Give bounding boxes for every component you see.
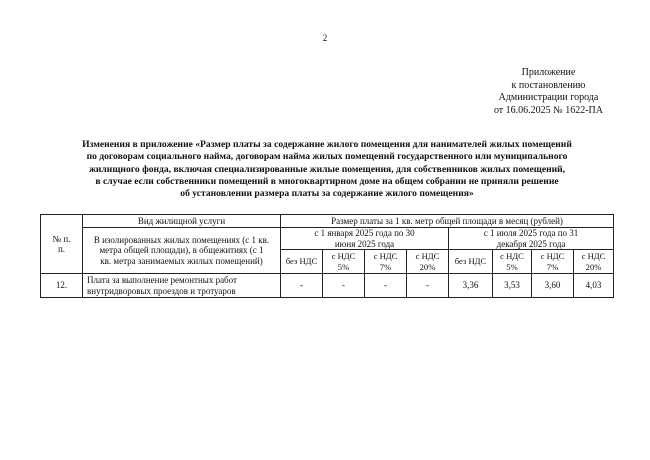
subheader-p2-col: с НДС 7% — [532, 250, 574, 274]
page-number: 2 — [322, 33, 328, 43]
subheader-p2-col: без НДС — [449, 250, 493, 274]
row-p1-value: - — [281, 274, 323, 298]
row-p2-value: 3,36 — [449, 274, 493, 298]
subheader-p1-col: с НДС 20% — [407, 250, 449, 274]
row-service: Плата за выполнение ремонтных работ внутридворовых проездов и тротуаров — [83, 274, 281, 298]
title-line: по договорам социального найма, договорам найма жилых помещений государственного или муниципального — [86, 151, 568, 163]
header-service: Вид жилищной услуги — [83, 215, 281, 228]
title-line: жилищного фонда, включая специализированные жилые помещения, для собственников жилых помещений, — [88, 163, 566, 175]
row-p1-value: - — [323, 274, 365, 298]
row-p1-value: - — [407, 274, 449, 298]
header-period-1: с 1 января 2025 года по 30 июня 2025 года — [281, 228, 449, 250]
title-line: в случае если собственники помещений в многоквартирном доме на общем собрании не приняли решение — [95, 175, 559, 187]
subheader-p2-col: с НДС 20% — [574, 250, 614, 274]
header-fee: Размер платы за 1 кв. метр общей площади в месяц (рублей) — [281, 215, 614, 228]
header-service-sub: В изолированных жилых помещениях (с 1 кв. метра общей площади), в общежитиях (с 1 кв. метра занимаемых жилых помещений) — [83, 228, 281, 274]
title-line: об установлении размера платы за содержание жилого помещения» — [180, 188, 474, 200]
header-num: № п. п. — [41, 215, 83, 274]
appendix-line: Приложение — [521, 67, 576, 78]
table-row — [41, 274, 614, 298]
fee-table — [40, 214, 614, 298]
document-title — [40, 139, 614, 200]
row-p2-value: 3,60 — [532, 274, 574, 298]
subheader-p1-col: с НДС 7% — [365, 250, 407, 274]
title-line: Изменения в приложение «Размер платы за содержание жилого помещения для нанимателей жилых помещений — [82, 139, 572, 150]
row-p2-value: 4,03 — [574, 274, 614, 298]
appendix-line: от 16.06.2025 № 1622-ПА — [493, 104, 603, 116]
appendix-block — [494, 67, 603, 117]
subheader-p2-col: с НДС 5% — [493, 250, 532, 274]
appendix-line: к постановлению — [511, 79, 586, 91]
row-p1-value: - — [365, 274, 407, 298]
appendix-line: Администрации города — [498, 92, 599, 103]
header-period-2: с 1 июля 2025 года по 31 декабря 2025 года — [449, 228, 614, 250]
row-p2-value: 3,53 — [493, 274, 532, 298]
subheader-p1-col: с НДС 5% — [323, 250, 365, 274]
row-num: 12. — [41, 274, 83, 298]
subheader-p1-col: без НДС — [281, 250, 323, 274]
